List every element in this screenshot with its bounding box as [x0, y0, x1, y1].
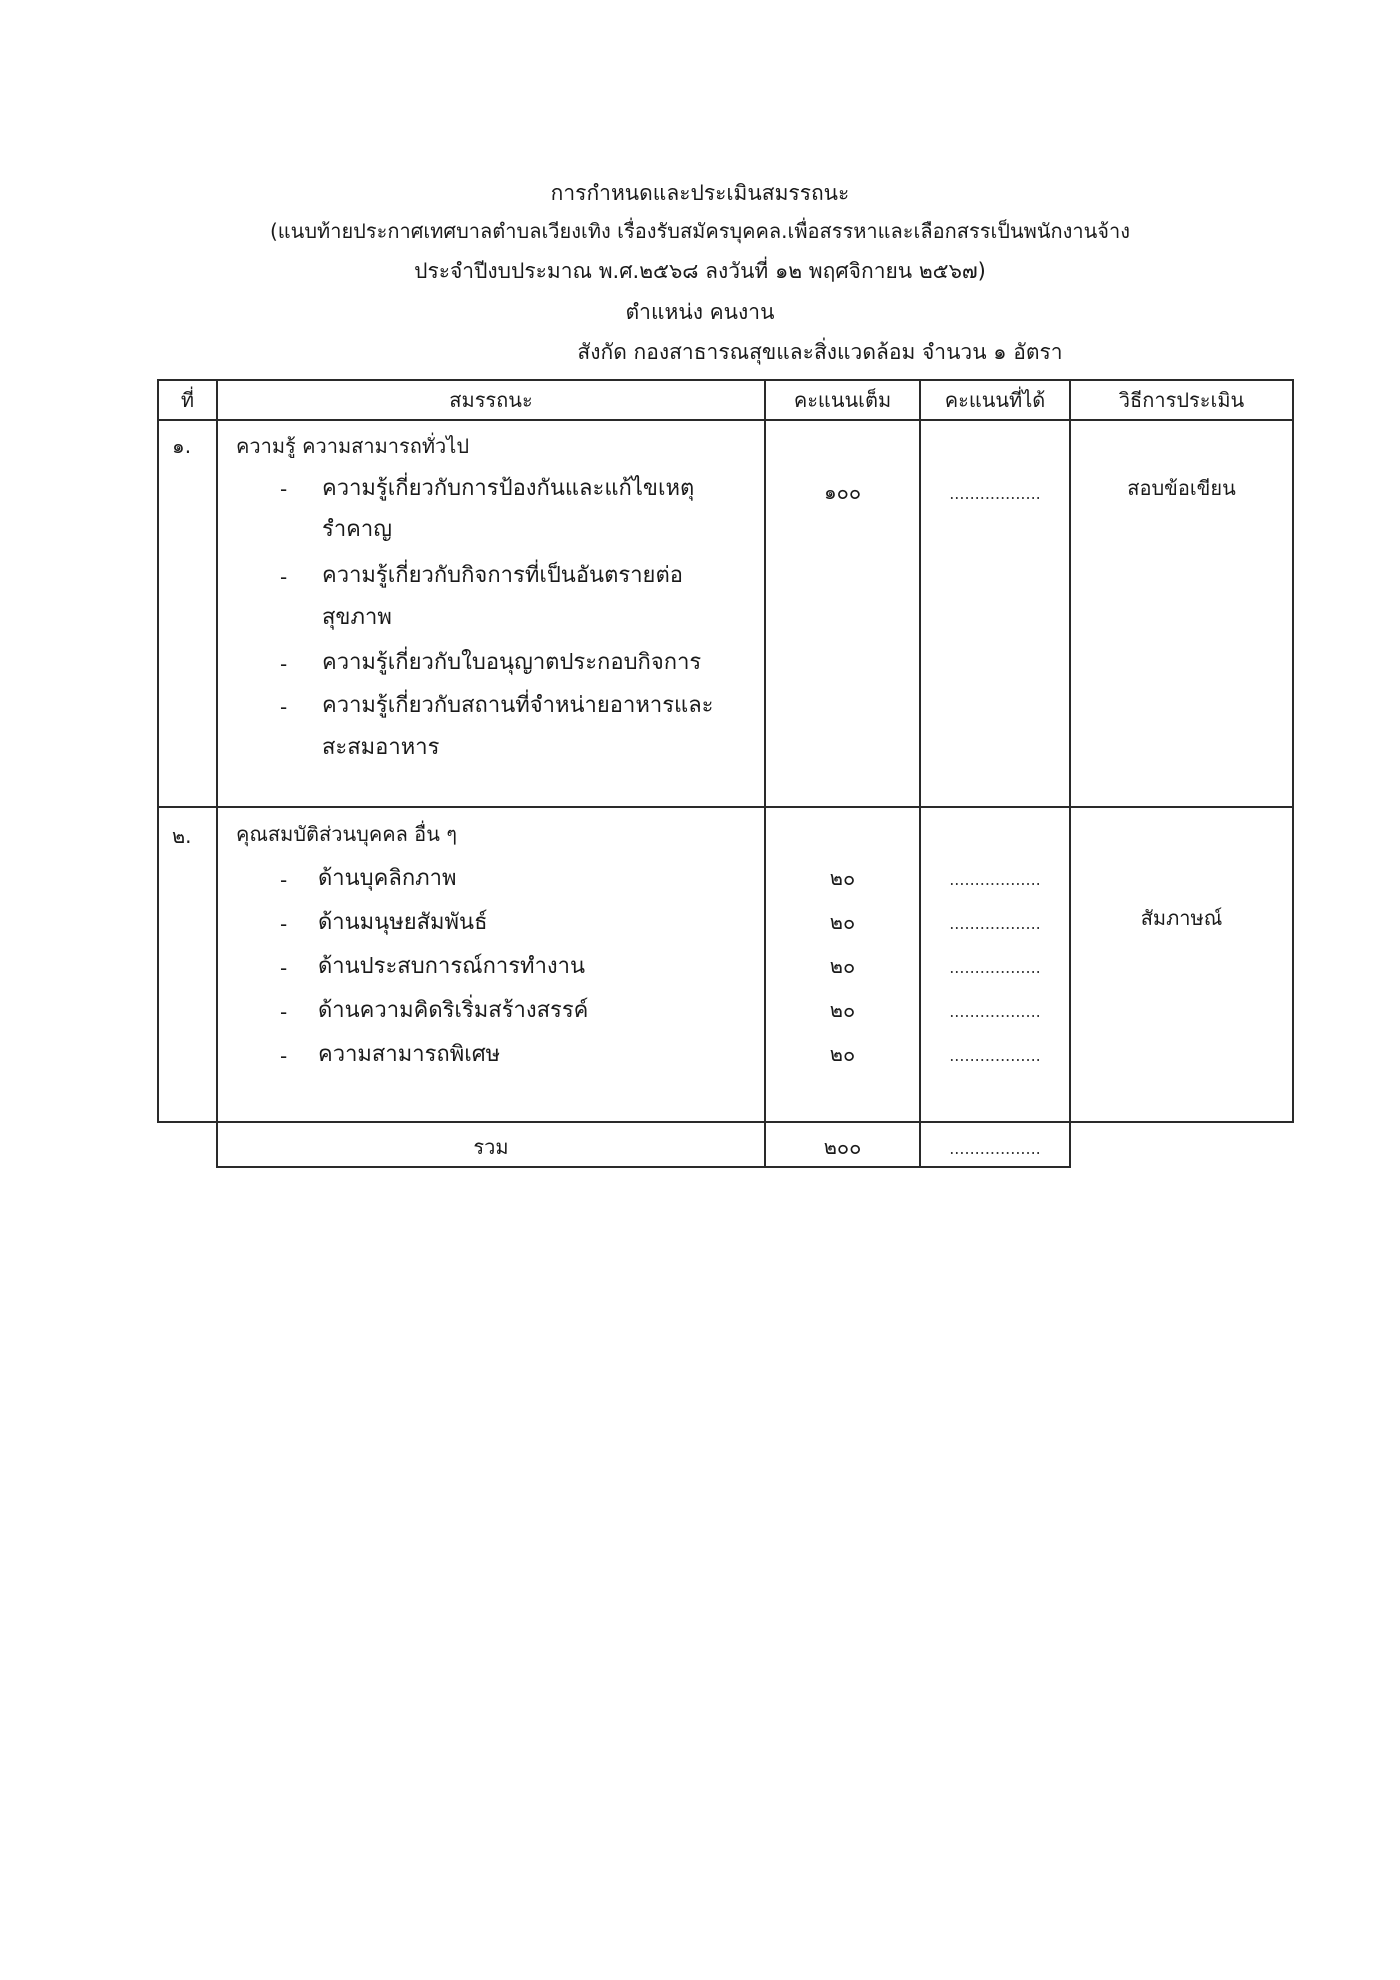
list-item: ความรู้เกี่ยวกับใบอนุญาตประกอบกิจการ [322, 650, 702, 675]
bullet: - [280, 477, 288, 501]
score-blank: .................. [949, 958, 1041, 977]
full-score: ๒๐ [829, 954, 856, 978]
total-bottom-border [216, 1166, 1069, 1168]
position-line: ตำแหน่ง คนงาน [625, 300, 775, 324]
row-heading: ความรู้ ความสามารถทั่วไป [236, 434, 470, 458]
bullet: - [280, 695, 288, 719]
full-score: ๒๐ [829, 1042, 856, 1066]
list-item: สุขภาพ [322, 605, 392, 630]
list-item: รำคาญ [322, 517, 392, 542]
table-right-border [1292, 379, 1294, 1123]
bullet: - [280, 912, 288, 936]
row-number: ๒. [172, 824, 192, 848]
col-divider-1 [216, 379, 218, 1168]
evaluation-method: สอบข้อเขียน [1127, 476, 1236, 500]
list-item: ความรู้เกี่ยวกับการป้องกันและแก้ไขเหตุ [322, 476, 695, 501]
list-item: ด้านประสบการณ์การทำงาน [318, 954, 586, 979]
document-date-line: ประจำปีงบประมาณ พ.ศ.๒๕๖๘ ลงวันที่ ๑๒ พฤศจิกายน ๒๕๖๗) [414, 259, 986, 283]
score-blank: .................. [949, 1046, 1041, 1065]
header-bottom-border [157, 419, 1294, 421]
bullet: - [280, 1000, 288, 1024]
full-score: ๒๐ [829, 910, 856, 934]
table-left-border [157, 379, 159, 1123]
total-full-score: ๒๐๐ [823, 1135, 862, 1159]
bullet: - [280, 565, 288, 589]
list-item: ด้านความคิดริเริ่มสร้างสรรค์ [318, 998, 589, 1023]
list-item: ด้านมนุษยสัมพันธ์ [318, 910, 488, 935]
full-score: ๑๐๐ [823, 480, 862, 504]
score-blank: .................. [949, 484, 1041, 503]
row-number: ๑. [172, 434, 192, 458]
bullet: - [280, 868, 288, 892]
bullet: - [280, 652, 288, 676]
table-bottom-border [157, 1121, 1294, 1123]
score-blank: .................. [949, 870, 1041, 889]
list-item: ด้านบุคลิกภาพ [318, 866, 457, 891]
total-score-blank: .................. [949, 1139, 1041, 1158]
list-item: ความสามารถพิเศษ [318, 1042, 501, 1067]
column-header: วิธีการประเมิน [1118, 388, 1245, 412]
full-score: ๒๐ [829, 866, 856, 890]
total-label: รวม [473, 1135, 509, 1159]
row-divider [157, 806, 1294, 808]
document-subtitle: (แนบท้ายประกาศเทศบาลตำบลเวียงเทิง เรื่องรับสมัครบุคคล.เพื่อสรรหาและเลือกสรรเป็นพนักงานจ้าง [269, 219, 1131, 243]
column-header: ที่ [180, 388, 195, 412]
list-item: ความรู้เกี่ยวกับสถานที่จำหน่ายอาหารและ [322, 693, 714, 718]
document-title: การกำหนดและประเมินสมรรถนะ [550, 181, 850, 205]
list-item: สะสมอาหาร [322, 735, 440, 760]
score-blank: .................. [949, 1002, 1041, 1021]
bullet: - [280, 1044, 288, 1068]
column-header: คะแนนเต็ม [793, 388, 892, 412]
list-item: ความรู้เกี่ยวกับกิจการที่เป็นอันตรายต่อ [322, 563, 683, 588]
full-score: ๒๐ [829, 998, 856, 1022]
row-heading: คุณสมบัติส่วนบุคคล อื่น ๆ [236, 822, 457, 846]
column-header: สมรรถนะ [449, 388, 533, 412]
score-blank: .................. [949, 914, 1041, 933]
evaluation-method: สัมภาษณ์ [1140, 906, 1223, 930]
table-top-border [157, 379, 1294, 381]
column-header: คะแนนที่ได้ [944, 388, 1046, 412]
bullet: - [280, 956, 288, 980]
affiliation-line: สังกัด กองสาธารณสุขและสิ่งแวดล้อม จำนวน ๑ อัตรา [577, 340, 1063, 364]
